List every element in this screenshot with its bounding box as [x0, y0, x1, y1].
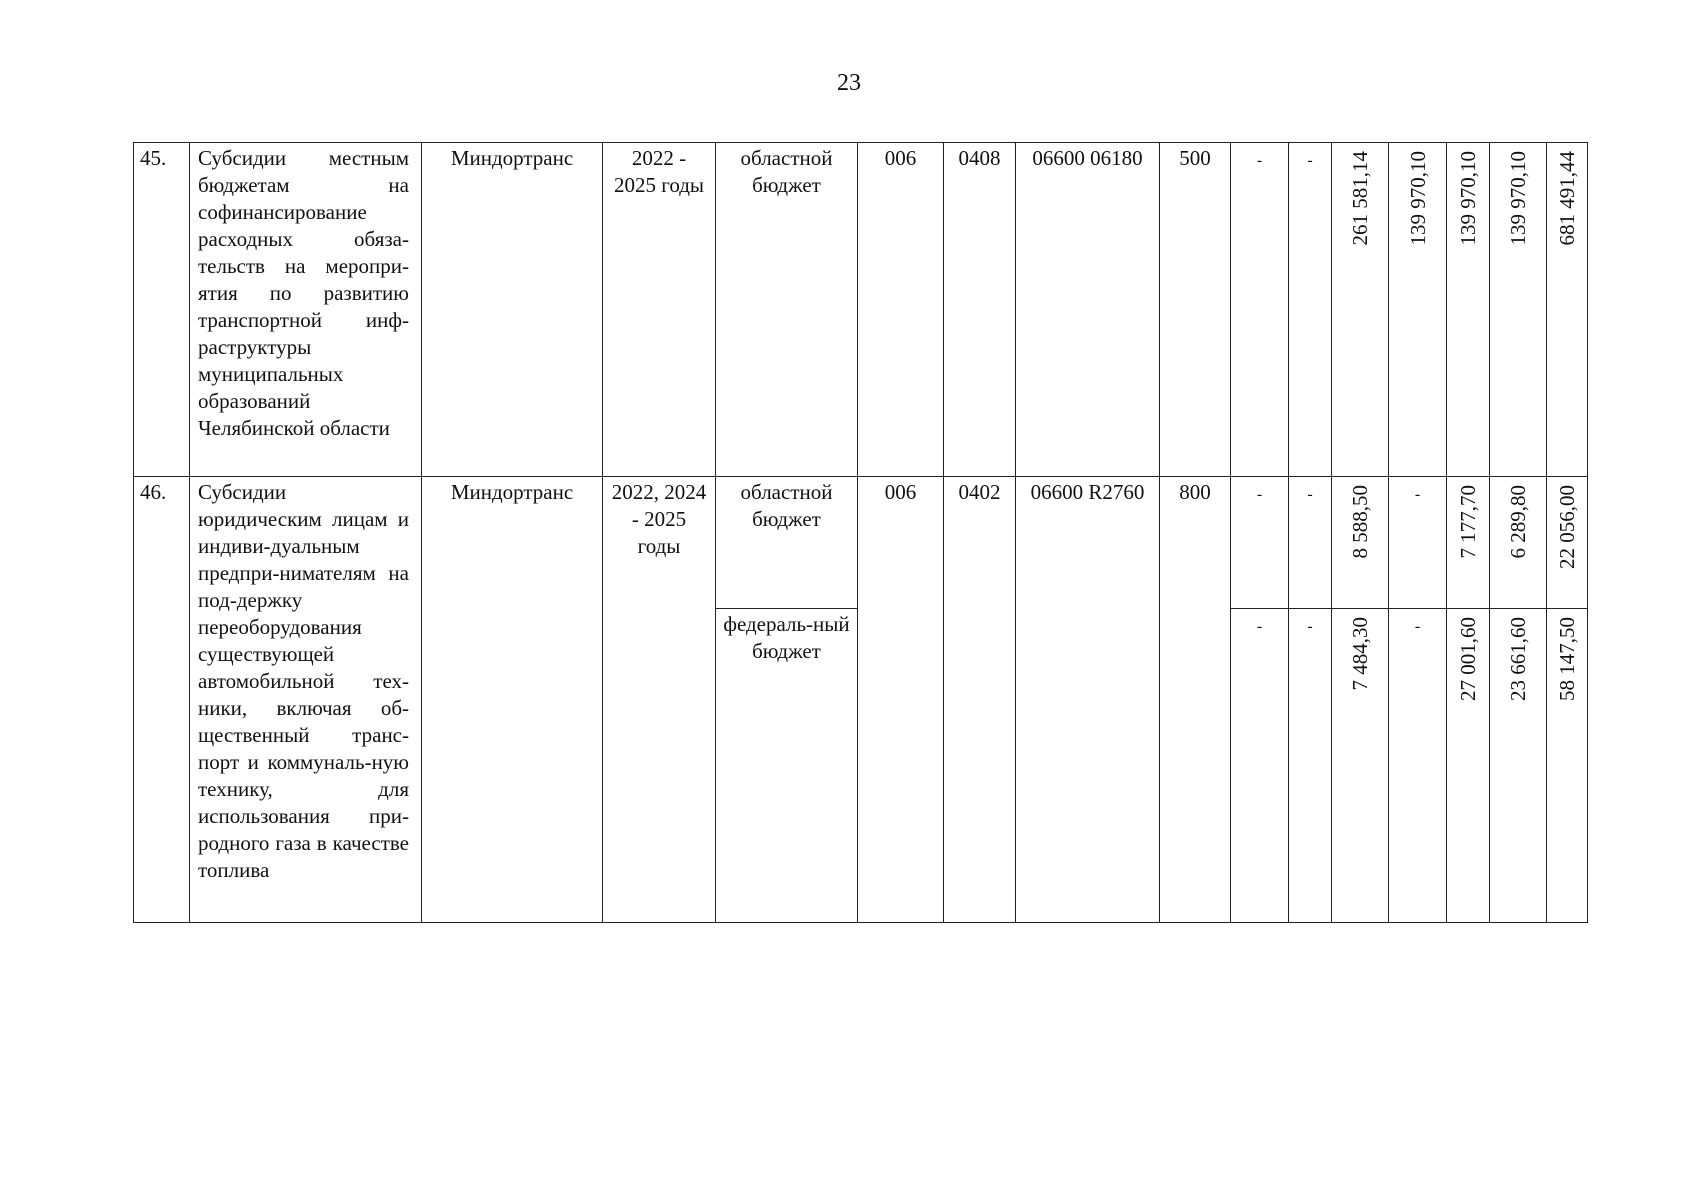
amount-2023: -: [1389, 477, 1447, 609]
funding-source: областной бюджет: [716, 477, 858, 609]
amount-total: 22 056,00: [1555, 485, 1579, 569]
period: 2022, 2024 - 2025 годы: [603, 477, 716, 923]
amount-cell: [1490, 477, 1547, 609]
amount-total: 58 147,50: [1555, 617, 1579, 701]
empty-dash: -: [1289, 609, 1332, 923]
amount-2024: 27 001,60: [1456, 617, 1480, 701]
executor: Миндортранс: [422, 143, 603, 477]
funding-source: федераль-ный бюджет: [716, 609, 858, 923]
amount-2025: 6 289,80: [1506, 485, 1530, 559]
rzpr-code: 0402: [944, 477, 1016, 923]
amount-2025: 139 970,10: [1506, 151, 1530, 246]
amount-cell: [1332, 609, 1389, 923]
amount-cell: [1490, 143, 1547, 477]
amount-cell: [1447, 609, 1490, 923]
page-number: 23: [837, 70, 861, 96]
amount-cell: [1332, 143, 1389, 477]
amount-cell: [1490, 609, 1547, 923]
amount-cell: [1447, 143, 1490, 477]
csr-code: 06600 06180: [1016, 143, 1160, 477]
empty-dash: -: [1289, 143, 1332, 477]
amount-2023: -: [1389, 609, 1447, 923]
table-row: [134, 143, 1588, 477]
rzpr-code: 0408: [944, 143, 1016, 477]
empty-dash: -: [1231, 143, 1289, 477]
budget-table: [133, 142, 1588, 923]
amount-cell: [1547, 477, 1588, 609]
amount-2025: 23 661,60: [1506, 617, 1530, 701]
csr-code: 06600 R2760: [1016, 477, 1160, 923]
amount-cell: [1389, 143, 1447, 477]
table-row: [134, 477, 1588, 609]
period: 2022 - 2025 годы: [603, 143, 716, 477]
amount-2024: 139 970,10: [1456, 151, 1480, 246]
funding-source: областной бюджет: [716, 143, 858, 477]
executor: Миндортранс: [422, 477, 603, 923]
empty-dash: -: [1231, 609, 1289, 923]
amount-2022: 8 588,50: [1348, 485, 1372, 559]
row-number: 46.: [134, 477, 190, 923]
amount-cell: [1547, 609, 1588, 923]
empty-dash: -: [1289, 477, 1332, 609]
amount-total: 681 491,44: [1555, 151, 1579, 246]
grbs-code: 006: [858, 143, 944, 477]
amount-2022: 7 484,30: [1348, 617, 1372, 691]
empty-dash: -: [1231, 477, 1289, 609]
amount-2022: 261 581,14: [1348, 151, 1372, 246]
vr-code: 800: [1160, 477, 1231, 923]
row-number: 45.: [134, 143, 190, 477]
amount-2023: 139 970,10: [1405, 151, 1430, 246]
amount-cell: [1447, 477, 1490, 609]
vr-code: 500: [1160, 143, 1231, 477]
amount-2024: 7 177,70: [1456, 485, 1480, 559]
event-name: Субсидии местным бюджетам на софинансирование расходных обяза-тельств на меропри-ятия по развитию транспортной инф-раструктуры муниципальных образований Челябинской области: [190, 143, 422, 477]
amount-cell: [1547, 143, 1588, 477]
grbs-code: 006: [858, 477, 944, 923]
event-name: Субсидии юридическим лицам и индиви-дуальным предпри-нимателям на под-держку переоборудования существующей автомобильной тех-ники, включая об-щественный транс-порт и коммуналь-ную технику, для использования при-родного газа в качестве топлива: [190, 477, 422, 923]
amount-cell: [1332, 477, 1389, 609]
